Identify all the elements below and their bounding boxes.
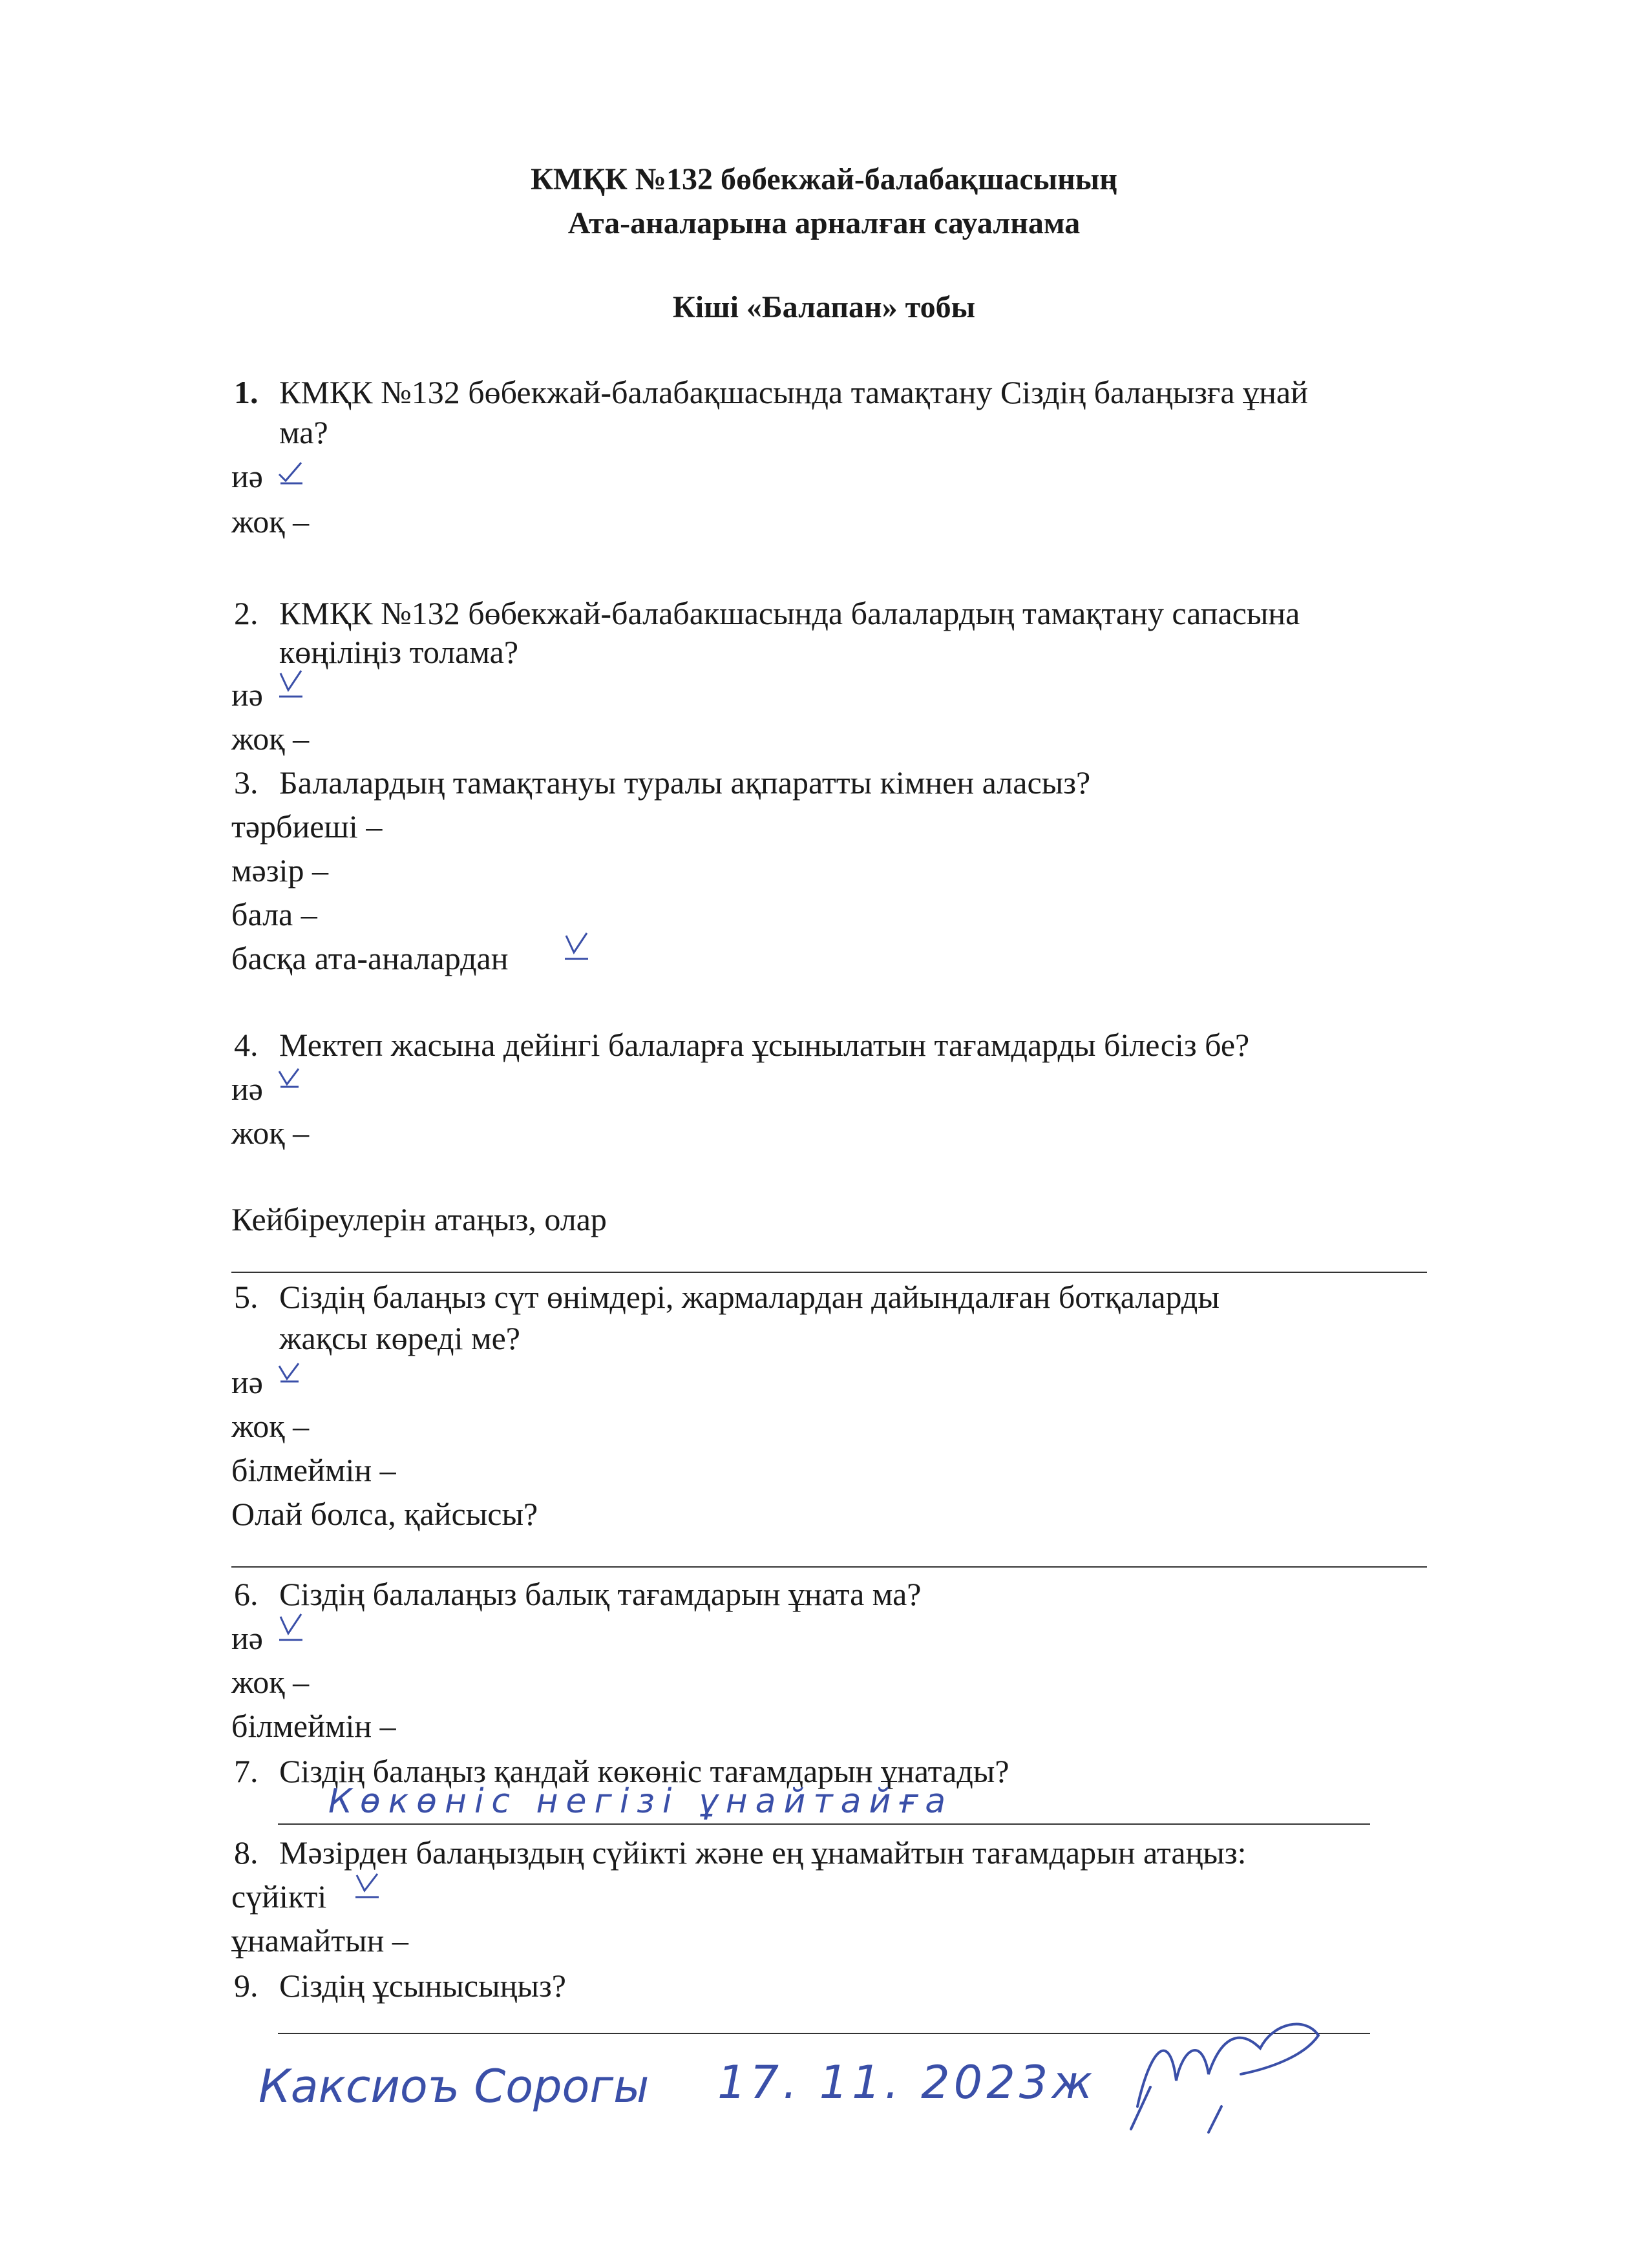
q4-followup: Кейбіреулерін атаңыз, олар: [231, 1201, 607, 1237]
q3-question: Балалардың тамақтануы туралы ақпаратты кімнен аласыз?: [279, 764, 1091, 801]
q9-question: Сіздің ұсынысыңыз?: [279, 1968, 566, 2004]
checkmark-icon: [277, 1067, 302, 1091]
q2-number: 2.: [234, 595, 259, 631]
document-title: КМҚК №132 бөбекжай-балабақшасының: [531, 162, 1117, 196]
q1-question-cont: ма?: [279, 414, 328, 450]
q8-option-favorite: сүйікті: [231, 1878, 327, 1915]
handwritten-signature: [1112, 2010, 1331, 2139]
q8-question: Мәзірден балаңыздың сүйікті және ең ұнамайтын тағамдарын атаңыз:: [279, 1834, 1247, 1871]
checkmark-icon: [353, 1873, 381, 1901]
q1-question: КМҚК №132 бөбекжай-балабақшасында тамақтану Сіздің балаңызға ұнай: [279, 374, 1308, 410]
q1-option-no: жоқ –: [231, 503, 310, 540]
q4-answer-line: [231, 1272, 1427, 1273]
q4-question: Мектеп жасына дейінгі балаларға ұсынылатын тағамдарды білесіз бе?: [279, 1027, 1250, 1063]
q2-question-cont: көңіліңіз толама?: [279, 634, 519, 670]
checkmark-icon: [277, 669, 305, 700]
q8-number: 8.: [234, 1834, 259, 1871]
q7-answer-line: [278, 1823, 1370, 1825]
q6-question: Сіздің балалаңыз балық тағамдарын ұната ма?: [279, 1576, 922, 1612]
q7-handwritten-answer: Көкөніс негізі ұнайтайға: [328, 1782, 954, 1821]
q4-option-yes: иә: [231, 1071, 263, 1107]
group-name: Кіші «Балапан» тобы: [672, 290, 976, 324]
q3-option-teacher: тәрбиеші –: [231, 808, 383, 845]
q8-option-dislike: ұнамайтын –: [231, 1922, 408, 1958]
q3-option-child: бала –: [231, 896, 317, 932]
q3-option-other-parents: басқа ата-аналардан: [231, 940, 509, 976]
q1-option-yes: иә: [231, 458, 263, 494]
q3-option-menu: мәзір –: [231, 852, 328, 888]
q6-option-no: жоқ –: [231, 1664, 310, 1700]
q2-option-yes: иә: [231, 677, 263, 713]
q2-option-no: жоқ –: [231, 720, 310, 757]
q2-question: КМҚК №132 бөбекжай-балабакшасында балалардың тамақтану сапасына: [279, 595, 1300, 631]
checkmark-icon: [562, 932, 591, 963]
q6-option-yes: иә: [231, 1620, 263, 1656]
q6-number: 6.: [234, 1576, 259, 1612]
q4-option-no: жоқ –: [231, 1115, 310, 1151]
q5-option-yes: иә: [231, 1364, 263, 1400]
checkmark-icon: [277, 1362, 302, 1385]
q5-question-cont: жақсы көреді ме?: [279, 1320, 520, 1356]
q5-answer-line: [231, 1566, 1427, 1568]
q4-number: 4.: [234, 1027, 259, 1063]
checkmark-icon: [277, 460, 305, 486]
q6-option-unknown: білмеймін –: [231, 1708, 396, 1744]
q5-option-unknown: білмеймін –: [231, 1452, 396, 1488]
document-subtitle: Ата-аналарына арналған сауалнама: [567, 206, 1081, 240]
q1-number: 1.: [234, 374, 259, 410]
q5-number: 5.: [234, 1279, 259, 1315]
respondent-name: Каксиоъ Сорогы: [259, 2060, 650, 2113]
q5-option-no: жоқ –: [231, 1408, 310, 1444]
q7-question: Сіздің балаңыз қандай көкөніс тағамдарын ұнатады?: [279, 1753, 1009, 1789]
signature-date: 17. 11. 2023ж: [717, 2056, 1097, 2109]
checkmark-icon: [277, 1613, 305, 1644]
q5-question: Сіздің балаңыз сүт өнімдері, жармалардан дайындалған ботқаларды: [279, 1279, 1220, 1315]
q7-number: 7.: [234, 1753, 259, 1789]
q9-number: 9.: [234, 1968, 259, 2004]
q5-followup: Олай болса, қайсысы?: [231, 1496, 538, 1532]
q3-number: 3.: [234, 764, 259, 801]
